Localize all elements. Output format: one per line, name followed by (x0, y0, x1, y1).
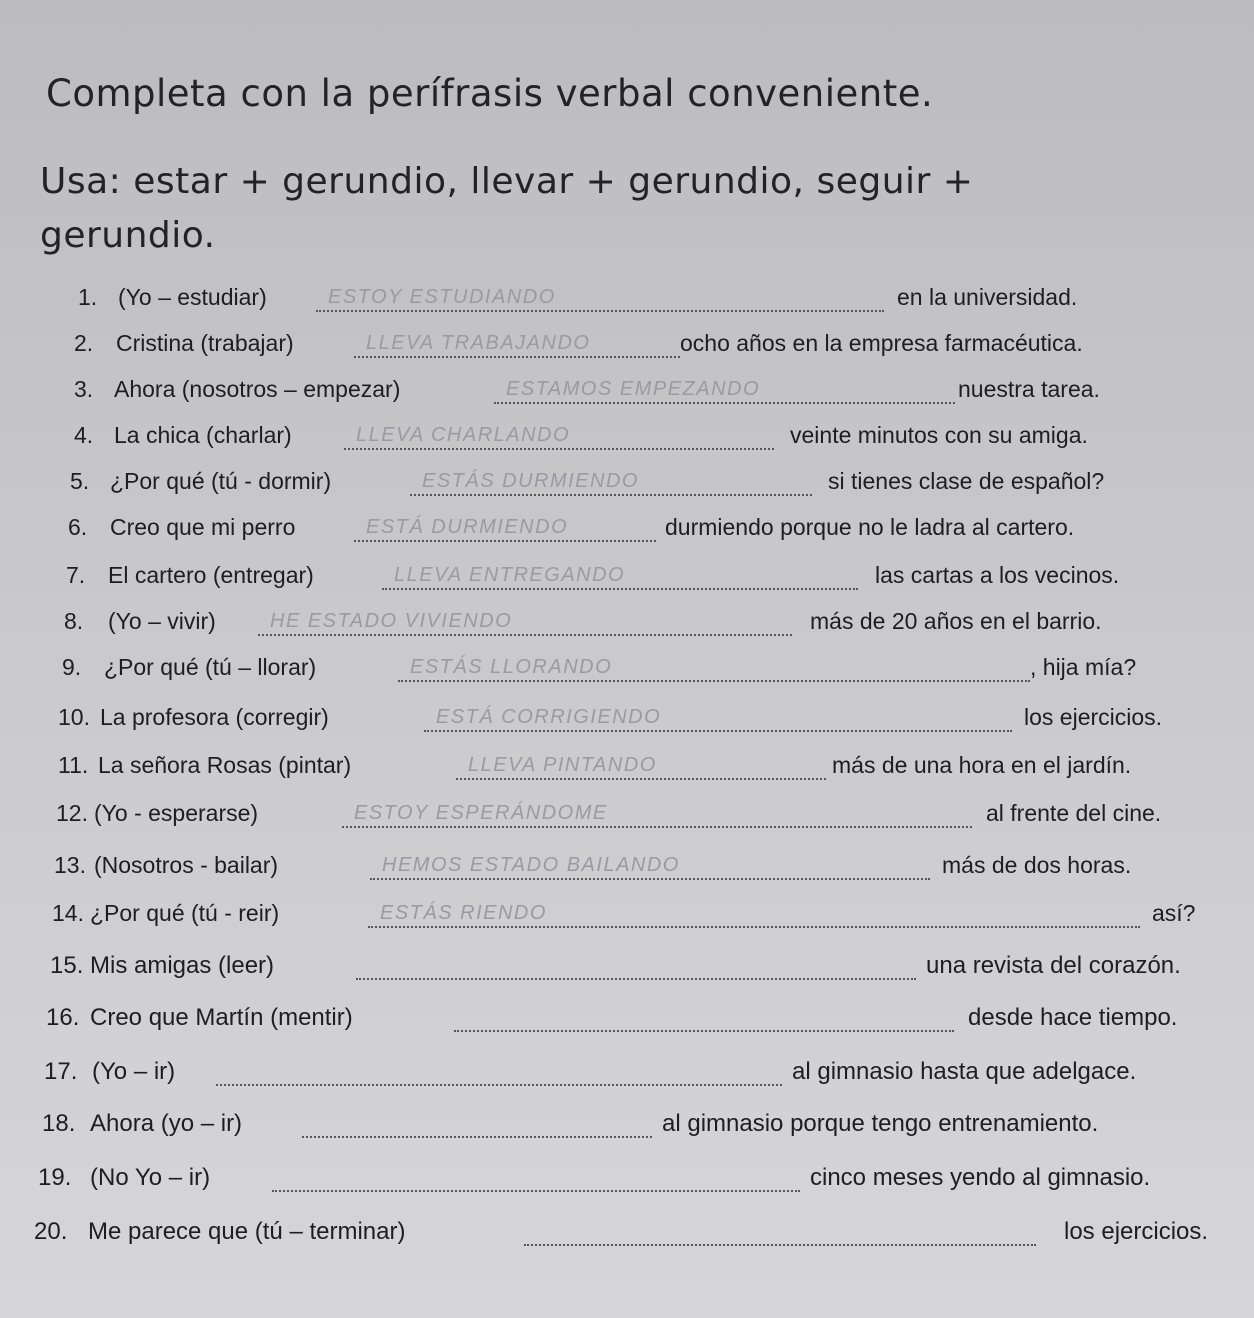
item-prompt: (Yo – ir) (92, 1058, 176, 1085)
exercise-item-18 (0, 1110, 1254, 1150)
item-number: 17. (44, 1058, 78, 1085)
handwritten-answer: ESTAMOS EMPEZANDO (506, 378, 761, 400)
exercise-item-17 (0, 1058, 1254, 1098)
item-number: 11. (58, 752, 89, 778)
item-prompt: La profesora (corregir) (100, 704, 329, 730)
item-number: 6. (68, 514, 88, 540)
item-number: 1. (78, 284, 98, 310)
item-prompt: Creo que mi perro (110, 514, 296, 540)
item-sentence-end: más de dos horas. (942, 852, 1132, 878)
item-sentence-end: al gimnasio porque tengo entrenamiento. (662, 1110, 1099, 1137)
worksheet-instructions: Usa: estar + gerundio, llevar + gerundio, seguir + gerundio. (40, 161, 974, 256)
item-number: 16. (46, 1004, 80, 1031)
answer-blank[interactable] (356, 952, 916, 980)
exercise-item-15 (0, 952, 1254, 992)
item-prompt: El cartero (entregar) (108, 562, 314, 588)
worksheet-title: Completa con la perífrasis verbal conveniente. (46, 72, 934, 115)
handwritten-answer: ESTOY ESPERÁNDOME (354, 802, 608, 824)
item-sentence-end: si tienes clase de español? (828, 468, 1105, 494)
item-prompt: La chica (charlar) (114, 422, 292, 448)
item-prompt: (Yo – vivir) (108, 608, 216, 634)
item-sentence-end: así? (1152, 900, 1196, 926)
handwritten-answer: HE ESTADO VIVIENDO (270, 610, 513, 632)
item-sentence-end: durmiendo porque no le ladra al cartero. (665, 514, 1075, 540)
answer-blank[interactable] (524, 1218, 1036, 1246)
item-sentence-end: más de una hora en el jardín. (832, 752, 1132, 778)
item-prompt: Me parece que (tú – terminar) (88, 1218, 406, 1245)
item-sentence-end: veinte minutos con su amiga. (790, 422, 1088, 448)
item-number: 18. (42, 1110, 76, 1137)
item-sentence-end: las cartas a los vecinos. (875, 562, 1120, 588)
item-number: 7. (66, 562, 86, 588)
item-prompt: ¿Por qué (tú – llorar) (104, 654, 317, 680)
item-prompt: (Nosotros - bailar) (94, 852, 279, 878)
handwritten-answer: ESTÁS LLORANDO (410, 656, 613, 678)
item-sentence-end: más de 20 años en el barrio. (810, 608, 1102, 634)
item-prompt: Ahora (nosotros – empezar) (114, 376, 401, 402)
exercise-item-13 (0, 852, 1254, 892)
exercise-item-11 (0, 752, 1254, 792)
item-prompt: Ahora (yo – ir) (90, 1110, 243, 1137)
item-sentence-end: una revista del corazón. (926, 952, 1181, 979)
item-sentence-end: en la universidad. (897, 284, 1078, 310)
exercise-item-7 (0, 562, 1254, 602)
item-prompt: ¿Por qué (tú - dormir) (110, 468, 332, 494)
item-sentence-end: desde hace tiempo. (968, 1004, 1178, 1031)
item-number: 20. (34, 1218, 68, 1245)
item-sentence-end: ocho años en la empresa farmacéutica. (680, 330, 1083, 356)
item-prompt: Cristina (trabajar) (116, 330, 294, 356)
exercise-item-14 (0, 900, 1254, 940)
item-sentence-end: los ejercicios. (1024, 704, 1163, 730)
item-number: 9. (62, 654, 82, 680)
handwritten-answer: LLEVA CHARLANDO (356, 424, 571, 446)
item-prompt: Creo que Martín (mentir) (90, 1004, 353, 1031)
item-number: 8. (64, 608, 84, 634)
item-sentence-end: , hija mía? (1030, 654, 1137, 680)
item-sentence-end: nuestra tarea. (958, 376, 1100, 402)
exercise-item-1 (0, 284, 1254, 324)
handwritten-answer: LLEVA PINTANDO (468, 754, 657, 776)
handwritten-answer: ESTOY ESTUDIANDO (328, 286, 556, 308)
item-number: 5. (70, 468, 90, 494)
answer-blank[interactable] (454, 1004, 954, 1032)
item-sentence-end: los ejercicios. (1064, 1218, 1209, 1245)
item-sentence-end: al gimnasio hasta que adelgace. (792, 1058, 1137, 1085)
item-prompt: (No Yo – ir) (90, 1164, 211, 1191)
item-number: 15. (50, 952, 84, 979)
exercise-item-20 (0, 1218, 1254, 1258)
exercise-item-3 (0, 376, 1254, 416)
item-prompt: La señora Rosas (pintar) (98, 752, 352, 778)
exercise-item-10 (0, 704, 1254, 744)
answer-blank[interactable] (302, 1110, 652, 1138)
item-prompt: ¿Por qué (tú - reir) (90, 900, 280, 926)
handwritten-answer: LLEVA ENTREGANDO (394, 564, 626, 586)
answer-blank[interactable] (272, 1164, 800, 1192)
exercise-item-2 (0, 330, 1254, 370)
item-number: 3. (74, 376, 94, 402)
item-number: 12. (56, 800, 88, 826)
handwritten-answer: LLEVA TRABAJANDO (366, 332, 591, 354)
handwritten-answer: ESTÁ CORRIGIENDO (436, 706, 662, 728)
item-number: 2. (74, 330, 94, 356)
handwritten-answer: ESTÁ DURMIENDO (366, 516, 569, 538)
item-prompt: (Yo - esperarse) (94, 800, 259, 826)
item-number: 19. (38, 1164, 72, 1191)
handwritten-answer: ESTÁS DURMIENDO (422, 470, 639, 492)
answer-blank[interactable] (216, 1058, 782, 1086)
item-prompt: Mis amigas (leer) (90, 952, 275, 979)
item-sentence-end: al frente del cine. (986, 800, 1162, 826)
exercise-item-19 (0, 1164, 1254, 1204)
exercise-item-16 (0, 1004, 1254, 1044)
exercise-item-9 (0, 654, 1254, 694)
exercise-item-6 (0, 514, 1254, 554)
item-prompt: (Yo – estudiar) (118, 284, 267, 310)
item-sentence-end: cinco meses yendo al gimnasio. (810, 1164, 1151, 1191)
handwritten-answer: ESTÁS RIENDO (380, 902, 547, 924)
item-number: 13. (54, 852, 86, 878)
item-number: 4. (74, 422, 94, 448)
handwritten-answer: HEMOS ESTADO BAILANDO (382, 854, 680, 876)
exercise-item-8 (0, 608, 1254, 648)
exercise-item-12 (0, 800, 1254, 840)
exercise-item-5 (0, 468, 1254, 508)
exercise-item-4 (0, 422, 1254, 462)
item-number: 14. (52, 900, 84, 926)
item-number: 10. (58, 704, 90, 730)
